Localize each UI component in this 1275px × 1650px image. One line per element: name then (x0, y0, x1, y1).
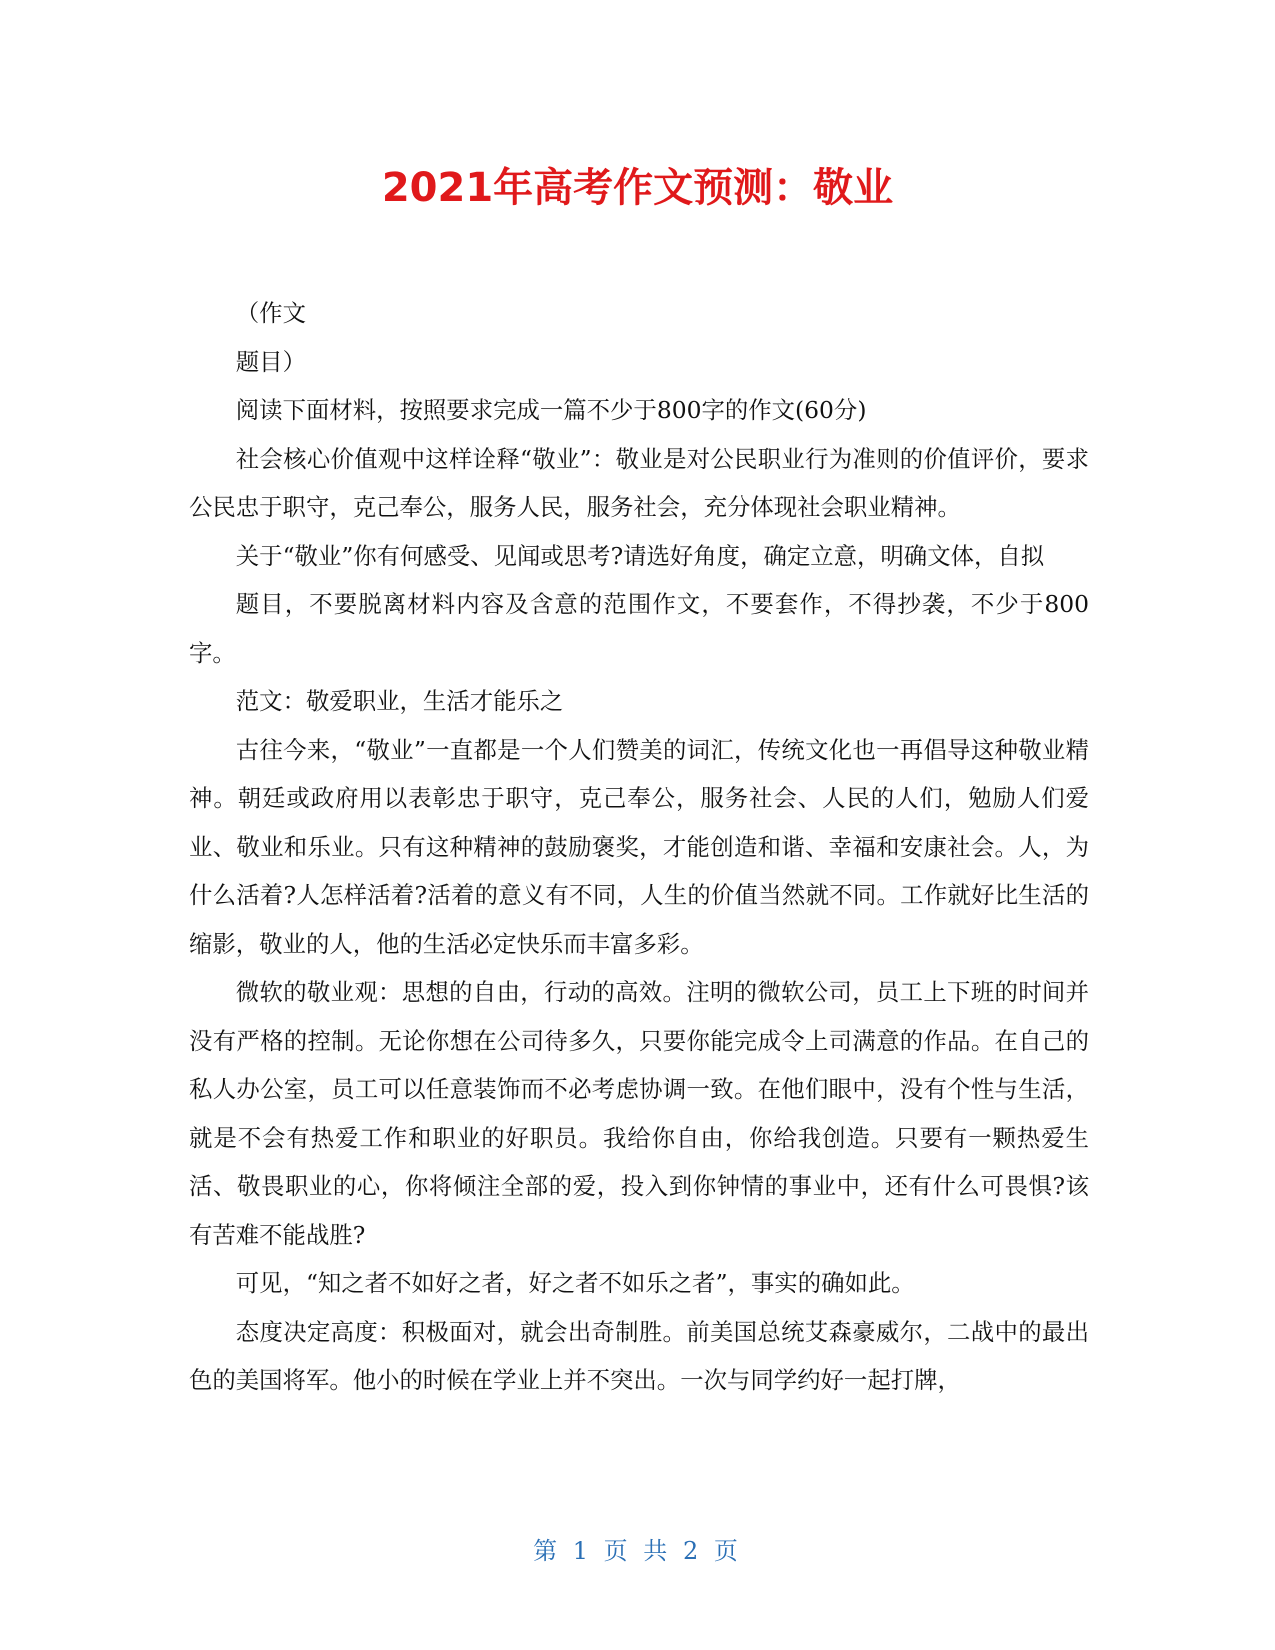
paragraph: 关于“敬业”你有何感受、见闻或思考?请选好角度，确定立意，明确文体，自拟 (235, 541, 1045, 570)
paragraph: 态度决定高度：积极面对，就会出奇制胜。前美国总统艾森豪威尔，二战中的最出色的美国将军。他小的时候在学业上并不突出。一次与同学约好一起打牌， (189, 1317, 1089, 1394)
paragraph: 题目，不要脱离材料内容及含意的范围作文，不要套作，不得抄袭，不少于800字。 (189, 590, 1089, 667)
page-footer (0, 1535, 1275, 1567)
paragraph: 微软的敬业观：思想的自由，行动的高效。注明的微软公司，员工上下班的时间并没有严格的控制。无论你想在公司待多久，只要你能完成令上司满意的作品。在自己的私人办公室，员工可以任意装饰而不必考虑协调一致。在他们眼中，没有个性与生活，就是不会有热爱工作和职业的好职员。我给你自由，你给我创造。只要有一颗热爱生活、敬畏职业的心，你将倾注全部的爱，投入到你钟情的事业中，还有什么可畏惧?该有苦难不能战胜? (189, 978, 1089, 1249)
page-number: 第 1 页 共 2 页 (533, 1537, 742, 1565)
paragraph: 古往今来，“敬业”一直都是一个人们赞美的词汇，传统文化也一再倡导这种敬业精神。朝廷或政府用以表彰忠于职守，克己奉公，服务社会、人民的人们，勉励人们爱业、敬业和乐业。只有这种精神的鼓励褒奖，才能创造和谐、幸福和安康社会。人，为什么活着?人怎样活着?活着的意义有不同，人生的价值当然就不同。工作就好比生活的缩影，敬业的人，他的生活必定快乐而丰富多彩。 (189, 735, 1089, 958)
paragraph: （作文 (235, 299, 306, 327)
paragraph: 题目） (235, 347, 306, 376)
paragraph: 社会核心价值观中这样诠释“敬业”：敬业是对公民职业行为准则的价值评价，要求公民忠于职守，克己奉公，服务人民，服务社会，充分体现社会职业精神。 (189, 444, 1089, 521)
page-title: 2021年高考作文预测：敬业 (381, 165, 894, 211)
document-body (189, 289, 1089, 1405)
paragraph: 范文：敬爱职业，生活才能乐之 (235, 687, 564, 715)
paragraph: 可见，“知之者不如好之者，好之者不如乐之者”，事实的确如此。 (235, 1269, 915, 1297)
paragraph: 阅读下面材料，按照要求完成一篇不少于800字的作文(60分) (235, 396, 867, 424)
